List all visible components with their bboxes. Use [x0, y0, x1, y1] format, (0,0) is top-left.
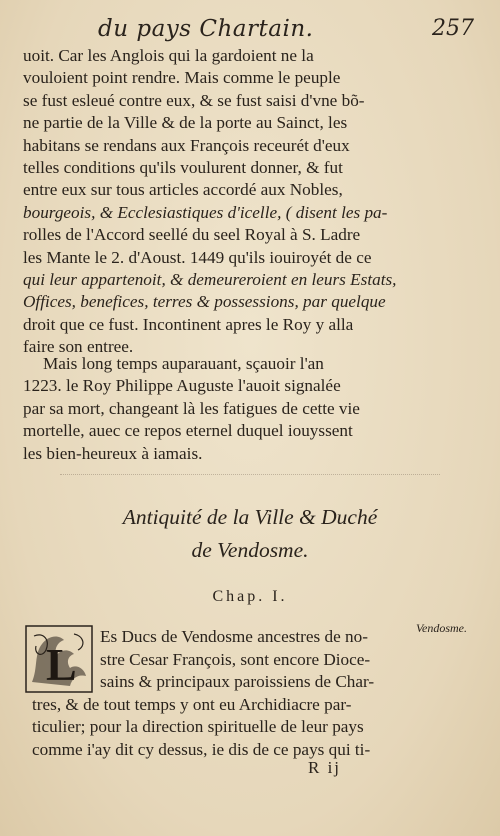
- text-line: telles conditions qu'ils voulurent donner, & fut: [23, 157, 343, 177]
- margin-note: Vendosme.: [416, 621, 467, 635]
- text-line: Mais long temps auparauant, sçauoir l'an: [43, 354, 324, 373]
- text-line: vouloient point rendre. Mais comme le peuple: [23, 68, 341, 88]
- text-line: faire son entree.: [23, 337, 134, 357]
- running-title: du pays Chartain.: [98, 16, 314, 42]
- text-line: bourgeois, & Ecclesiastiques d'icelle, ( disent les pa-: [23, 202, 388, 222]
- section-divider: [60, 474, 440, 475]
- text-line: 1223. le Roy Philippe Auguste l'auoit signalée: [23, 376, 341, 396]
- text-line: entre eux sur tous articles accordé aux Nobles,: [23, 180, 343, 200]
- paragraph-2: [23, 353, 478, 465]
- text-line: sains & principaux paroissiens de Char-: [100, 672, 375, 692]
- text-line: tres, & de tout temps y ont eu Archidiacre par-: [32, 694, 352, 714]
- section-title-line-1: Antiquité de la Ville & Duché: [122, 505, 378, 529]
- chapter-heading: Chap. I.: [212, 588, 288, 605]
- running-head: [0, 14, 500, 44]
- text-line: qui leur appartenoit, & demeureroient en leurs Estats,: [23, 269, 397, 289]
- text-line: les Mante le 2. d'Aoust. 1449 qu'ils iouiroyét de ce: [23, 247, 372, 267]
- section-title-line-2: de Vendosme.: [191, 538, 309, 562]
- text-line: Es Ducs de Vendosme ancestres de no-: [100, 627, 368, 646]
- text-line: Offices, benefices, terres & possessions, par quelque: [23, 292, 386, 312]
- text-line: uoit. Car les Anglois qui la gardoient ne la: [23, 46, 314, 65]
- text-line: mortelle, auec ce repos eternel duquel iouyssent: [23, 421, 353, 441]
- text-line: stre Cesar François, sont encore Dioce-: [100, 649, 371, 669]
- text-line: comme i'ay dit cy dessus, ie dis de ce pays qui ti-: [32, 739, 371, 759]
- drop-cap-letter: L: [46, 639, 77, 690]
- text-line: se fust esleué contre eux, & se fust saisi d'vne bõ-: [23, 90, 365, 110]
- paragraph-1: [23, 45, 478, 358]
- text-line: par sa mort, changeant là les fatigues de cette vie: [23, 398, 360, 418]
- text-line: les bien-heureux à iamais.: [23, 443, 203, 463]
- drop-cap-ornament: [24, 624, 94, 694]
- text-line: habitans se rendans aux François receurét d'eux: [23, 135, 350, 155]
- page-number: 257: [432, 16, 474, 41]
- text-line: ne partie de la Ville & de la porte au Sainct, les: [23, 113, 348, 133]
- text-line: ticulier; pour la direction spirituelle de leur pays: [32, 717, 364, 737]
- ornamental-initial-icon: [24, 624, 94, 694]
- signature-mark: R ij: [308, 758, 342, 777]
- text-line: rolles de l'Accord seellé du seel Royal à S. Ladre: [23, 225, 361, 245]
- paragraph-3: [32, 626, 430, 762]
- text-line: droit que ce fust. Incontinent apres le Roy y alla: [23, 314, 354, 334]
